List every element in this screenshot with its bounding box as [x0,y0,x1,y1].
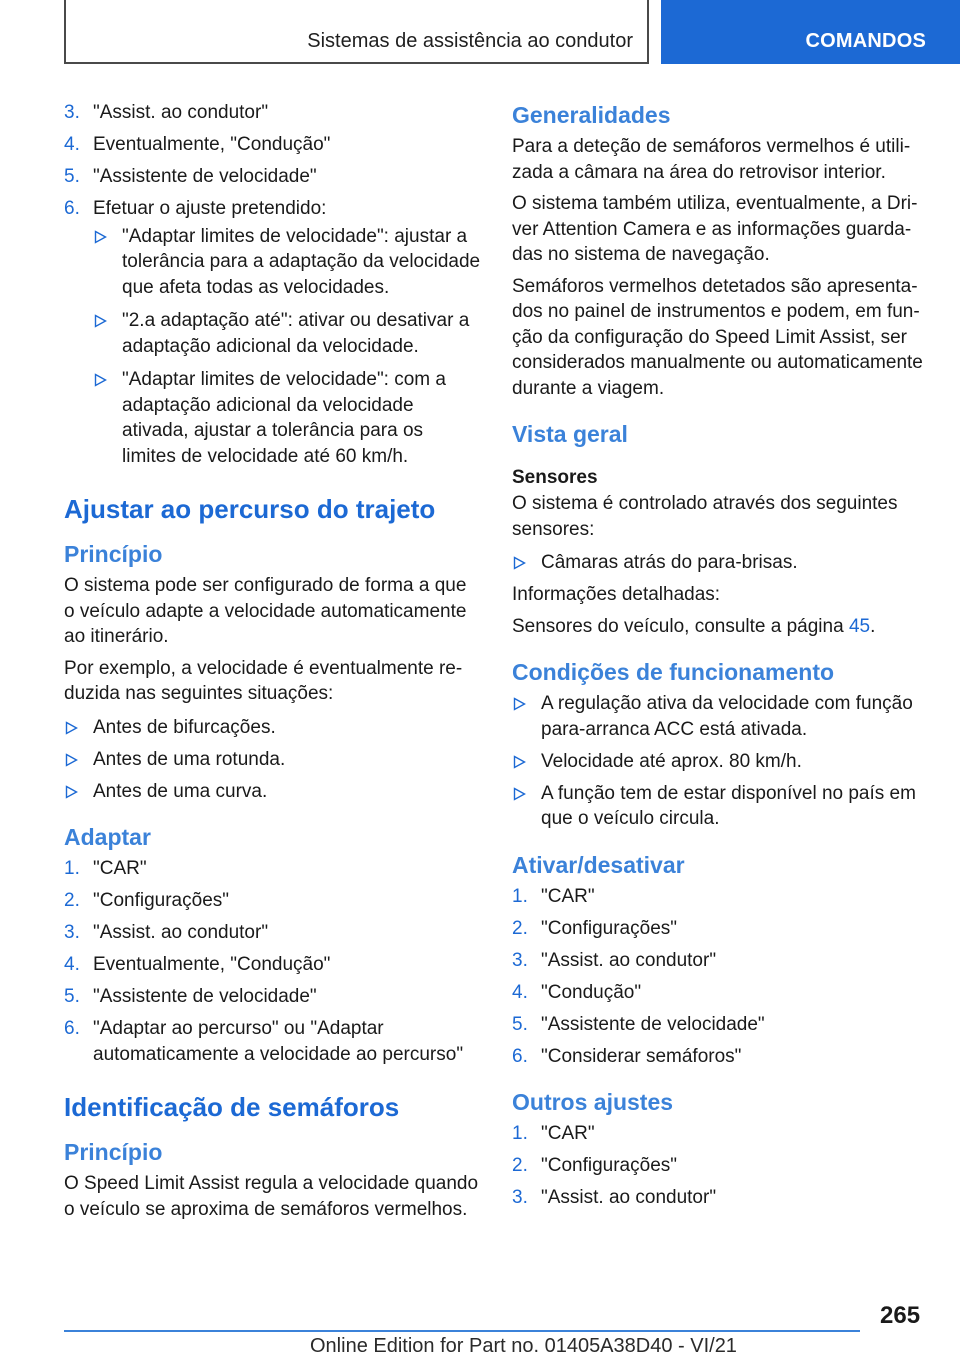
step-text: "Assist. ao condutor" [93,102,269,123]
step-number: 3. [512,1187,528,1208]
bullet-text: Antes de bifurcações. [93,716,276,738]
step-text: "Assist. ao condutor" [541,949,717,971]
bullet-list-condicoes [512,691,932,832]
paragraph: Informações detalhadas: [512,584,721,605]
paragraph: Por exemplo, a velocidade é eventualmente reduzida nas seguintes situações: [64,657,463,704]
list-item [512,1185,932,1211]
list-item [512,1012,932,1038]
list-item [512,781,932,832]
steps-list-top [64,100,482,222]
footer-divider [64,1330,860,1332]
list-item [512,691,932,742]
step-number: 3. [64,922,80,943]
list-item [64,856,482,882]
step-text: "Configurações" [541,1155,678,1176]
heading-generalidades: Generalidades [512,102,671,128]
step-number: 2. [512,917,528,939]
step-text: "Configurações" [541,917,678,939]
step-text: "Adaptar ao percurso" ou "Adaptar automaticamente a velocidade ao percurso" [93,1018,464,1065]
header-section-box [64,0,649,64]
heading-condicoes: Condições de funcionamento [512,659,835,685]
triangle-right-outline-icon [65,753,78,767]
step-number: 3. [512,949,528,971]
bullet-text: A regulação ativa da velocidade com função para-arranca ACC está ativada. [541,693,913,740]
step-number: 1. [512,885,528,907]
header-section-title: Sistemas de assistência ao condutor [307,30,633,52]
step-number: 4. [64,134,80,155]
bullet-text: "Adaptar limites de velocidade": ajustar a tolerância para a adaptação da velocidade que afeta todas as velocidades. [122,225,481,298]
triangle-right-outline-icon [94,373,107,387]
step-text: "Condução" [541,981,642,1003]
list-item [512,948,932,974]
step-number: 4. [64,954,80,975]
reference-end: . [870,615,876,637]
heading-adaptar: Adaptar [64,824,151,850]
step-text: "CAR" [93,858,147,879]
paragraph: O sistema pode ser configurado de forma a que o veículo adapte a velocidade automaticamente ao itinerário. [64,575,467,647]
heading-sensores: Sensores [512,467,598,488]
step-number: 5. [64,986,80,1007]
step-text: Efetuar o ajuste pretendido: [93,198,327,219]
step-number: 2. [512,1155,528,1176]
step-text: "Configurações" [93,890,230,911]
step-number: 6. [512,1045,528,1067]
paragraph: Semáforos vermelhos detetados são apresentados no painel de instrumentos e podem, em função da configuração do Speed Limit Assist, ser considerados manualmente ou automaticamente durante a viagem. [512,275,923,399]
header-chapter-label: COMANDOS [805,30,926,52]
step-number: 1. [512,1123,528,1144]
step-text: "Assistente de velocidade" [93,166,317,187]
bullet-text: "2.a adaptação até": ativar ou desativar a adaptação adicional da velocidade. [122,310,470,357]
heading-principio: Princípio [64,1139,163,1165]
step-number: 3. [64,102,80,123]
list-item [512,980,932,1006]
step-number: 2. [64,890,80,911]
left-column [64,100,482,1228]
step-number: 1. [64,858,80,879]
heading-identificacao-semaforos: Identificação de semáforos [64,1092,400,1122]
list-item [93,367,482,469]
footer-edition: Online Edition for Part no. 01405A38D40 - VI/21 [310,1335,737,1357]
list-item [64,100,482,126]
step-number: 4. [512,981,528,1003]
list-item [64,196,482,222]
paragraph: O sistema também utiliza, eventualmente, a Driver Attention Camera e as informações guardadas no sistema de navegação. [512,193,918,265]
step-text: "Assistente de velocidade" [93,986,317,1007]
triangle-right-outline-icon [513,755,526,769]
list-item [64,888,482,914]
triangle-right-outline-icon [513,787,526,801]
list-item [64,747,482,773]
steps-list-outros [512,1121,932,1211]
list-item [64,164,482,190]
heading-ajustar-percurso: Ajustar ao percurso do trajeto [64,494,436,524]
bullet-text: Antes de uma curva. [93,780,268,802]
step-text: "Assistente de velocidade" [541,1013,765,1035]
bullet-text: Câmaras atrás do para-brisas. [541,552,798,573]
step-text: "Assist. ao condutor" [541,1187,717,1208]
list-item [512,749,932,775]
list-item [64,984,482,1010]
page-reference [512,614,932,640]
step-text: "CAR" [541,885,595,907]
bullet-text: Velocidade até aprox. 80 km/h. [541,750,802,772]
list-item [64,132,482,158]
heading-vista-geral: Vista geral [512,421,628,447]
sub-bullet-list [93,224,482,470]
steps-list-ativar [512,884,932,1070]
bullet-list-sensores [512,550,932,576]
step-text: "Considerar semáforos" [541,1045,742,1067]
list-item [512,1121,932,1147]
step-number: 5. [64,166,80,187]
paragraph: Para a deteção de semáforos vermelhos é utilizada a câmara na área do retrovisor interior. [512,136,911,183]
step-number: 6. [64,1018,80,1039]
list-item [512,916,932,942]
list-item [64,920,482,946]
page-number: 265 [880,1302,921,1329]
step-number: 6. [64,198,80,219]
step-text: "CAR" [541,1123,595,1144]
heading-outros-ajustes: Outros ajustes [512,1089,674,1115]
bullet-list-situacoes [64,715,482,805]
bullet-text: Antes de uma rotunda. [93,748,286,770]
list-item [512,550,932,576]
paragraph: O sistema é controlado através dos seguintes sensores: [512,493,898,540]
heading-principio: Princípio [64,541,163,567]
list-item [64,715,482,741]
page-link[interactable]: 45 [848,615,871,637]
bullet-text: "Adaptar limites de velocidade": com a adaptação adicional da velocidade ativada, ajustar a tolerância para os limites de velocidade até 60 km/h. [122,369,446,467]
triangle-right-outline-icon [65,785,78,799]
triangle-right-outline-icon [94,230,107,244]
paragraph: O Speed Limit Assist regula a velocidade quando o veículo se aproxima de semáforos vermelhos. [64,1173,479,1220]
list-item [64,952,482,978]
step-text: "Assist. ao condutor" [93,922,269,943]
header-chapter-tab[interactable] [661,0,960,64]
reference-text: Sensores do veículo, consulte a página [512,615,849,637]
list-item [64,779,482,805]
bullet-text: A função tem de estar disponível no país em que o veículo circula. [541,782,916,829]
step-text: Eventualmente, "Condução" [93,954,331,975]
list-item [64,1016,482,1067]
triangle-right-outline-icon [65,721,78,735]
step-number: 5. [512,1013,528,1035]
right-column [512,100,932,1217]
list-item [512,1153,932,1179]
list-item [512,884,932,910]
step-text: Eventualmente, "Condução" [93,134,331,155]
heading-ativar-desativar: Ativar/desativar [512,851,685,878]
steps-list-adaptar [64,856,482,1067]
list-item [93,224,482,301]
list-item [512,1044,932,1070]
list-item [93,308,482,359]
triangle-right-outline-icon [513,697,526,711]
triangle-right-outline-icon [513,556,526,570]
triangle-right-outline-icon [94,314,107,328]
